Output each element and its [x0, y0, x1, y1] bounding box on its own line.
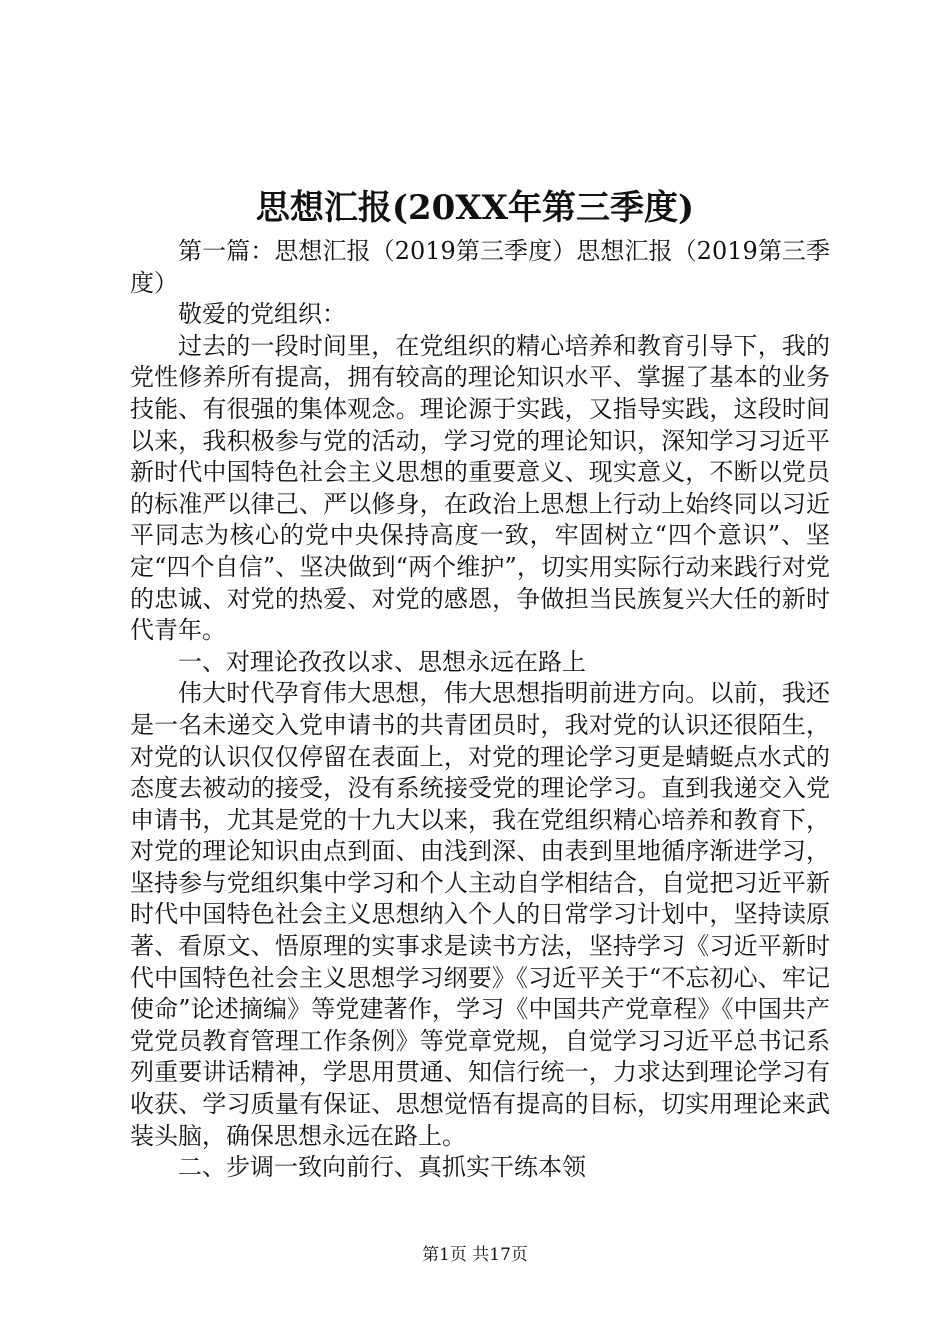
section-heading-one: 一、对理论孜孜以求、思想永远在路上 — [178, 647, 586, 676]
paragraph-section-one: 伟大时代孕育伟大思想，伟大思想指明前进方向。以前，我还是一名未递交入党申请书的共青团员时，我对党的认识还很陌生，对党的认识仅仅停留在表面上，对党的理论学习更是蜻蜓点水式的态度去被动的接受，没有系统接受党的理论学习。直到我递交入党申请书，尤其是党的十九大以来，我在党组织精心培养和教育下，对党的理论知识由点到面、由浅到深、由表到里地循序渐进学习，坚持参与党组织集中学习和个人主动自学相结合，自觉把习近平新时代中国特色社会主义思想纳入个人的日常学习计划中，坚持读原著、看原文、悟原理的实事求是读书方法，坚持学习《习近平新时代中国特色社会主义思想学习纲要》《习近平关于“不忘初心、牢记使命”论述摘编》等党建著作，学习《中国共产党章程》《中国共产党党员教育管理工作条例》等党章党规，自觉学习习近平总书记系列重要讲话精神，学思用贯通、知信行统一，力求达到理论学习有收获、学习质量有保证、思想觉悟有提高的目标，切实用理论来武装头脑，确保思想永远在路上。 — [130, 679, 830, 1150]
paragraph-salutation: 敬爱的党组织： — [178, 300, 346, 329]
document-title: 思想汇报(20XX年第三季度) — [255, 188, 695, 228]
paragraph-first-heading: 第一篇：思想汇报（2019第三季度）思想汇报（2019第三季度） — [130, 237, 830, 297]
page-footer: 第1页 共17页 — [422, 1245, 528, 1265]
document-body — [130, 236, 830, 1184]
section-heading-two: 二、步调一致向前行、真抓实干练本领 — [178, 1153, 586, 1182]
paragraph-intro: 过去的一段时间里，在党组织的精心培养和教育引导下，我的党性修养所有提高，拥有较高的理论知识水平、掌握了基本的业务技能、有很强的集体观念。理论源于实践，又指导实践，这段时间以来，我积极参与党的活动，学习党的理论知识，深知学习习近平新时代中国特色社会主义思想的重要意义、现实意义，不断以党员的标准严以律己、严以修身，在政治上思想上行动上始终同以习近平同志为核心的党中央保持高度一致，牢固树立“四个意识”、坚定“四个自信”、坚决做到“两个维护”，切实用实际行动来践行对党的忠诚、对党的热爱、对党的感恩，争做担当民族复兴大任的新时代青年。 — [130, 331, 830, 645]
